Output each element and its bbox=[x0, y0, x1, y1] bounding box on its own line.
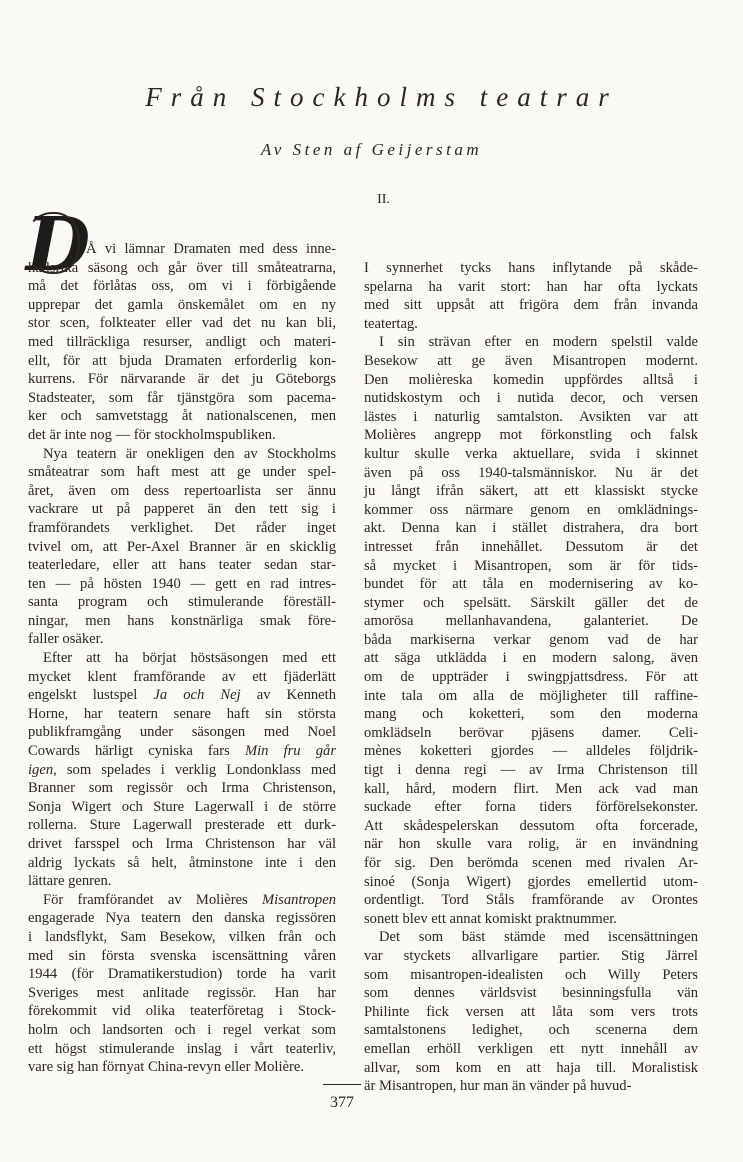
text-line bbox=[364, 835, 698, 854]
text-segment: nutidskostym och i nutida decor, och versen bbox=[364, 390, 698, 407]
text-segment: Att skådespelerskan dessutom ofta forcerade, bbox=[364, 817, 698, 834]
text-segment: med sin första svenska iscensättning våren bbox=[28, 947, 336, 964]
text-segment: stor scen, folkteater eller vad det nu kan bli, bbox=[28, 315, 336, 332]
text-line bbox=[364, 1003, 698, 1022]
text-line bbox=[364, 705, 698, 724]
text-line bbox=[364, 575, 698, 594]
text-segment: Sonja Wigert och Sture Lagerwall i de större bbox=[28, 798, 336, 815]
text-line bbox=[28, 854, 336, 873]
text-line bbox=[28, 463, 336, 482]
text-segment: Horne, har teatern senare haft sin största bbox=[28, 705, 336, 722]
text-segment: framförandets verklighet. Det råder inget bbox=[28, 519, 336, 536]
text-line bbox=[364, 538, 698, 557]
text-segment: att säga utklädda i en modern salong, även bbox=[364, 650, 698, 667]
text-line bbox=[28, 872, 336, 891]
text-segment: I sin strävan efter en modern spelstil valde bbox=[379, 334, 698, 351]
text-line bbox=[364, 333, 698, 352]
text-segment: teatertag. bbox=[364, 315, 418, 332]
text-segment: kommer oss närmare genom en omklädnings- bbox=[364, 501, 698, 518]
text-segment: må det förlåtas oss, om vi i förbigående bbox=[28, 278, 336, 295]
text-segment: spelarna ha varit stort: han har ofta lyckats bbox=[364, 278, 698, 295]
text-line bbox=[28, 500, 336, 519]
text-line bbox=[28, 277, 336, 296]
text-segment: , som spelades i verklig Londonklass med bbox=[53, 761, 336, 778]
text-segment: det är inte nog — för stockholmspubliken. bbox=[28, 426, 276, 443]
text-segment: för sig. Den berömda scenen med rivalen Ar- bbox=[364, 855, 698, 871]
text-segment: faller osäker. bbox=[28, 631, 104, 648]
text-segment: Molières angrepp mot förkonstling och falsk bbox=[364, 427, 698, 444]
text-line bbox=[364, 612, 698, 631]
text-line bbox=[28, 891, 336, 910]
text-line bbox=[364, 649, 698, 668]
italic-title-text: Misantropen bbox=[261, 891, 336, 908]
text-segment: 1944 (för Dramatikerstudion) torde ha varit bbox=[28, 966, 336, 983]
text-line bbox=[28, 296, 336, 315]
text-line bbox=[28, 723, 336, 742]
text-line bbox=[364, 687, 698, 706]
section-number: II. bbox=[377, 192, 390, 207]
text-line bbox=[28, 1021, 336, 1040]
text-segment: vackrare ut på papperet än den tett sig i bbox=[28, 501, 336, 518]
right-column bbox=[364, 259, 698, 1096]
paragraph bbox=[28, 649, 336, 891]
text-line bbox=[364, 780, 698, 799]
text-line bbox=[364, 631, 698, 650]
text-segment: bundet för att tåla en modernisering av ko- bbox=[364, 576, 698, 593]
text-segment: teaterledare, eller att hans teater sedan star- bbox=[28, 557, 336, 574]
text-line bbox=[364, 315, 698, 334]
text-line bbox=[28, 779, 336, 798]
text-segment: tigt i denna regi — av Irma Christenson till bbox=[364, 762, 698, 779]
text-segment: ten — på hösten 1940 — gett en rad intres- bbox=[28, 575, 336, 592]
text-segment: sinoé (Sonja Wigert) gjordes emellertid utom- bbox=[364, 873, 698, 890]
text-segment: kultur skulle verka aktuellare, svida i skinnet bbox=[364, 445, 698, 462]
text-segment: emellan erhöll verkligen ett nytt innehåll av bbox=[364, 1040, 698, 1057]
text-segment: santa program och stimulerande föreställ- bbox=[28, 594, 336, 611]
text-segment: Besekow att ge även Misantropen modernt. bbox=[364, 352, 698, 369]
text-segment: upprepar det gamla önskemålet om en ny bbox=[28, 296, 336, 313]
text-line bbox=[364, 296, 698, 315]
text-segment: ellt, för att bjuda Dramaten erforderlig kon- bbox=[28, 352, 336, 369]
text-segment: omklädseln berövar pjäsens damer. Celi- bbox=[364, 724, 698, 741]
text-line bbox=[364, 352, 698, 371]
text-segment: För framförandet av Molières bbox=[43, 891, 262, 908]
text-segment: Stadsteater, som får tjänstgöra som pacema- bbox=[28, 389, 336, 406]
text-line bbox=[364, 594, 698, 613]
text-segment: om de uppträder i swingpjattsdress. För att bbox=[364, 669, 698, 686]
text-segment: är Misantropen, hur man än vänder på huvud- bbox=[364, 1078, 632, 1095]
text-line bbox=[28, 1040, 336, 1059]
paragraph bbox=[28, 445, 336, 650]
text-line bbox=[364, 482, 698, 501]
text-line bbox=[364, 371, 698, 390]
text-line bbox=[364, 966, 698, 985]
text-segment: intresset från innehållet. Dessutom är det bbox=[364, 538, 698, 555]
text-line bbox=[364, 1021, 698, 1040]
text-line bbox=[28, 835, 336, 854]
text-line bbox=[28, 370, 336, 389]
text-segment: kall, hård, modern flirt. Men ack vad man bbox=[364, 780, 698, 797]
text-segment: drivet farsspel och Irma Christenson har väl bbox=[28, 836, 336, 852]
paragraph bbox=[28, 891, 336, 1077]
text-segment: Philinte fick versen att låta som vers trots bbox=[364, 1003, 698, 1020]
text-segment: ordentligt. Tord Ståls framförande av Orontes bbox=[364, 892, 698, 909]
paragraph bbox=[28, 240, 336, 445]
text-segment: samtalstonens ledighet, och scenerna dem bbox=[364, 1022, 698, 1039]
text-segment: med tillräckliga resurser, andligt och materi- bbox=[28, 333, 336, 350]
text-line bbox=[364, 724, 698, 743]
text-segment: stymer och spelsätt. Särskilt gäller det de bbox=[364, 594, 698, 611]
text-line bbox=[28, 593, 336, 612]
page-number: 377 bbox=[330, 1094, 354, 1111]
text-line bbox=[28, 1058, 336, 1077]
text-line bbox=[364, 910, 698, 929]
text-segment: så mycket i Misantropen, som är för tids- bbox=[364, 557, 698, 574]
text-line bbox=[28, 426, 336, 445]
text-segment: Å vi lämnar Dramaten med dess inne- bbox=[86, 241, 336, 257]
text-line bbox=[28, 761, 336, 780]
text-line bbox=[28, 575, 336, 594]
drop-cap-initial: D bbox=[26, 202, 91, 288]
text-segment: tvivel om, att Per-Axel Branner är en skicklig bbox=[28, 538, 336, 555]
text-segment: året, även om dess repertoarlista ser ännu bbox=[28, 482, 336, 499]
text-line bbox=[364, 259, 698, 278]
text-line bbox=[28, 928, 336, 947]
text-segment: förekommit vid olika teaterföretag i Stock- bbox=[28, 1003, 336, 1020]
text-segment: båda markiserna verkar genom vad de har bbox=[364, 631, 698, 648]
text-line bbox=[364, 761, 698, 780]
footer-rule bbox=[323, 1084, 361, 1085]
paragraph bbox=[364, 333, 698, 928]
text-line bbox=[364, 1040, 698, 1059]
text-line bbox=[28, 389, 336, 408]
text-line bbox=[28, 947, 336, 966]
text-line bbox=[28, 519, 336, 538]
text-line bbox=[364, 928, 698, 947]
text-segment: ett högst stimulerande inslag i vårt teaterliv, bbox=[28, 1040, 336, 1057]
text-segment: med sitt uppsåt att frigöra dem från invanda bbox=[364, 297, 698, 314]
text-line bbox=[364, 817, 698, 836]
text-segment: amorösa mellanhavandena, galanteriet. De bbox=[364, 613, 698, 630]
text-line bbox=[364, 464, 698, 483]
text-segment: hållsrika säsong och går över till småteatrarna, bbox=[28, 259, 336, 276]
text-segment: även på oss 1940-talsmänniskor. Nu är det bbox=[364, 464, 698, 481]
text-segment: som misantropen-idealisten och Willy Peters bbox=[364, 966, 698, 983]
text-line bbox=[364, 445, 698, 464]
text-line bbox=[28, 407, 336, 426]
text-line bbox=[364, 278, 698, 297]
text-segment: Sveriges mest anlitade regissör. Han har bbox=[28, 984, 336, 1001]
text-segment: Den molièreska komedin uppfördes alltså i bbox=[364, 371, 698, 388]
text-segment: var styckets allvarligare partier. Stig Järrel bbox=[364, 947, 698, 964]
text-line bbox=[28, 742, 336, 761]
text-segment: publikframgång under säsongen med Noel bbox=[28, 724, 336, 741]
italic-title-text: Ja och Nej bbox=[153, 687, 241, 704]
text-line bbox=[28, 909, 336, 928]
text-line bbox=[28, 630, 336, 649]
text-segment: holm och landsorten och i regel verkat som bbox=[28, 1021, 336, 1038]
text-line bbox=[364, 854, 698, 873]
paragraph bbox=[364, 928, 698, 1095]
text-line bbox=[364, 984, 698, 1003]
text-segment: när hon skulle vara rolig, är en invändning bbox=[364, 836, 698, 853]
text-segment: lättare genren. bbox=[28, 873, 112, 890]
text-line bbox=[364, 798, 698, 817]
italic-title-text: igen bbox=[28, 761, 54, 778]
text-line bbox=[364, 891, 698, 910]
text-line bbox=[28, 668, 336, 687]
text-segment: sonett blev ett annat komiskt praktnummer. bbox=[364, 910, 617, 927]
italic-title-text: Min fru går bbox=[244, 743, 336, 760]
text-segment: mycket klent framförande av ett fjäderlätt bbox=[28, 668, 336, 685]
text-segment: ker och samvetstagg åt nationalscenen, men bbox=[28, 408, 336, 425]
text-line bbox=[28, 352, 336, 371]
text-segment: inte tala om alla de möjligheter till raffine- bbox=[364, 687, 698, 704]
text-line bbox=[28, 1002, 336, 1021]
text-line bbox=[364, 519, 698, 538]
text-line bbox=[364, 873, 698, 892]
article-byline: Av Sten af Geijerstam bbox=[260, 140, 483, 159]
text-line bbox=[364, 501, 698, 520]
text-segment: Det som bäst stämde med iscensättningen bbox=[379, 929, 698, 946]
text-segment: I synnerhet tycks hans inflytande på skåde- bbox=[364, 260, 698, 276]
text-line bbox=[28, 556, 336, 575]
text-line bbox=[364, 557, 698, 576]
text-line bbox=[28, 482, 336, 501]
text-line bbox=[28, 965, 336, 984]
text-line bbox=[28, 538, 336, 557]
text-segment: i landsflykt, Sam Besekow, vilken från och bbox=[28, 928, 336, 945]
text-line bbox=[28, 259, 336, 278]
text-segment: engelskt lustspel bbox=[28, 687, 154, 704]
text-segment: Nya teatern är onekligen den av Stockholms bbox=[43, 445, 336, 462]
text-line bbox=[364, 1077, 698, 1096]
text-line bbox=[28, 798, 336, 817]
paragraph bbox=[364, 259, 698, 333]
text-segment: mènes koketteri gjordes — alldeles följdrik- bbox=[364, 743, 698, 760]
text-segment: suckade efter forna tiders förförelsekonster. bbox=[364, 799, 698, 816]
text-segment: småteatrar som haft mest att ge under spel- bbox=[28, 464, 336, 481]
text-line bbox=[28, 612, 336, 631]
text-line bbox=[364, 426, 698, 445]
text-line bbox=[28, 649, 336, 668]
text-line bbox=[28, 705, 336, 724]
text-segment: kurrens. För närvarande är det ju Göteborgs bbox=[28, 371, 336, 388]
text-line bbox=[28, 445, 336, 464]
text-line bbox=[28, 333, 336, 352]
left-column bbox=[28, 240, 336, 1077]
text-line bbox=[28, 984, 336, 1003]
text-segment: Efter att ha börjat höstsäsongen med ett bbox=[43, 650, 336, 667]
text-line bbox=[28, 686, 336, 705]
article-title: Från Stockholms teatrar bbox=[145, 82, 618, 112]
text-segment: akt. Denna kan i stället distrahera, dra bort bbox=[364, 520, 698, 537]
text-line bbox=[28, 314, 336, 333]
text-segment: Cowards härligt cyniska fars bbox=[28, 743, 245, 760]
text-segment: engagerade Nya teatern den danska regissören bbox=[28, 910, 336, 927]
text-line bbox=[364, 742, 698, 761]
text-segment: aldrig lyckats så helt, åtminstone inte i den bbox=[28, 854, 336, 871]
text-segment: lästes i naturlig samtalston. Avsikten var att bbox=[364, 408, 698, 425]
text-segment: rollerna. Sture Lagerwall presterade ett durk- bbox=[28, 817, 336, 834]
text-line bbox=[28, 816, 336, 835]
text-segment: allvar, som kom en att haja till. Moralistisk bbox=[364, 1059, 698, 1076]
text-segment: som dennes världsvist besinningsfulla vän bbox=[364, 985, 698, 1002]
text-segment: mang och koketteri, som den moderna bbox=[364, 706, 698, 723]
text-line bbox=[364, 668, 698, 687]
text-line bbox=[28, 240, 336, 259]
text-line bbox=[364, 408, 698, 427]
text-segment: ju långt ifrån säkert, att ett klassiskt stycke bbox=[364, 483, 698, 500]
text-segment: vare sig han förnyat China-revyn eller Molière. bbox=[28, 1059, 304, 1076]
text-line bbox=[364, 947, 698, 966]
text-segment: Branner som regissör och Irma Christenson, bbox=[28, 780, 336, 797]
text-line bbox=[364, 389, 698, 408]
text-segment: ningar, men hans konstnärliga smak före- bbox=[28, 612, 336, 629]
text-segment: av Kenneth bbox=[240, 687, 336, 704]
text-line bbox=[364, 1059, 698, 1078]
